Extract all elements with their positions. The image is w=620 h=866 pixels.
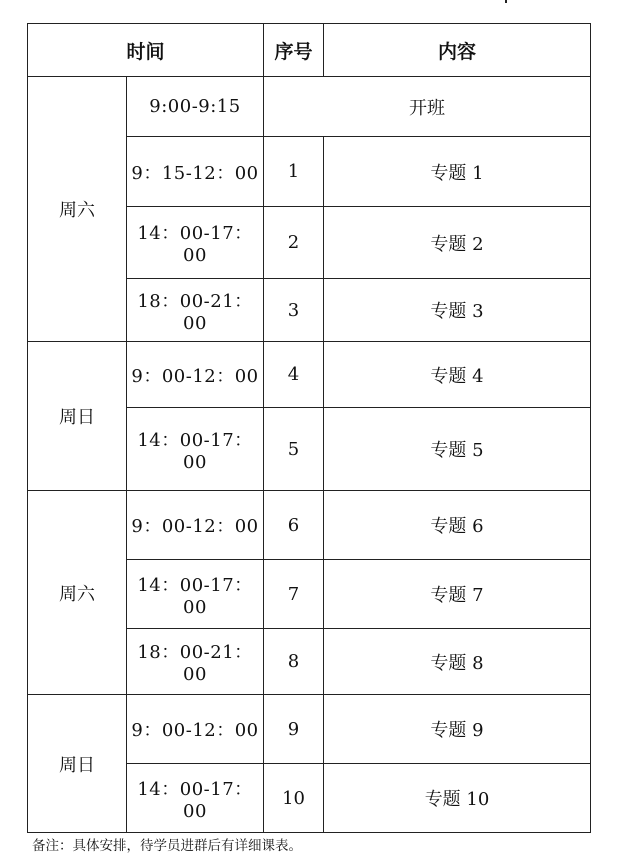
table-row <box>28 77 591 137</box>
table-row <box>28 342 591 408</box>
seq-cell: 5 <box>264 408 324 491</box>
seq-cell: 1 <box>264 137 324 207</box>
seq-cell: 4 <box>264 342 324 408</box>
table-row <box>28 491 591 560</box>
time-cell: 14：00-17：00 <box>127 560 264 629</box>
seq-cell: 2 <box>264 207 324 279</box>
content-cell: 专题 8 <box>324 629 591 695</box>
header-seq: 序号 <box>264 24 324 77</box>
page-edge-mark <box>505 0 507 3</box>
time-cell: 9：00-12：00 <box>127 342 264 408</box>
time-cell: 9：00-12：00 <box>127 491 264 560</box>
header-row <box>28 24 591 77</box>
time-cell: 18：00-21：00 <box>127 279 264 342</box>
seq-cell: 8 <box>264 629 324 695</box>
footnote: 备注：具体安排，待学员进群后有详细课表。 <box>32 838 302 854</box>
day-cell: 周六 <box>28 491 127 695</box>
schedule-table <box>27 23 591 833</box>
content-cell: 专题 4 <box>324 342 591 408</box>
content-cell: 专题 7 <box>324 560 591 629</box>
content-cell: 专题 6 <box>324 491 591 560</box>
seq-cell: 7 <box>264 560 324 629</box>
seq-cell: 10 <box>264 764 324 833</box>
time-cell: 14：00-17：00 <box>127 408 264 491</box>
time-cell: 18：00-21：00 <box>127 629 264 695</box>
time-cell: 9：15-12：00 <box>127 137 264 207</box>
time-cell: 9:00-9:15 <box>127 77 264 137</box>
content-cell: 专题 9 <box>324 695 591 764</box>
table-row <box>28 695 591 764</box>
day-cell: 周六 <box>28 77 127 342</box>
content-cell: 专题 3 <box>324 279 591 342</box>
day-cell: 周日 <box>28 342 127 491</box>
seq-cell: 3 <box>264 279 324 342</box>
header-time: 时间 <box>28 24 264 77</box>
content-cell: 专题 1 <box>324 137 591 207</box>
day-cell: 周日 <box>28 695 127 833</box>
time-cell: 9：00-12：00 <box>127 695 264 764</box>
content-cell: 专题 2 <box>324 207 591 279</box>
seq-cell: 6 <box>264 491 324 560</box>
time-cell: 14：00-17：00 <box>127 764 264 833</box>
time-cell: 14：00-17：00 <box>127 207 264 279</box>
opening-cell: 开班 <box>264 77 591 137</box>
header-content: 内容 <box>324 24 591 77</box>
content-cell: 专题 5 <box>324 408 591 491</box>
content-cell: 专题 10 <box>324 764 591 833</box>
seq-cell: 9 <box>264 695 324 764</box>
